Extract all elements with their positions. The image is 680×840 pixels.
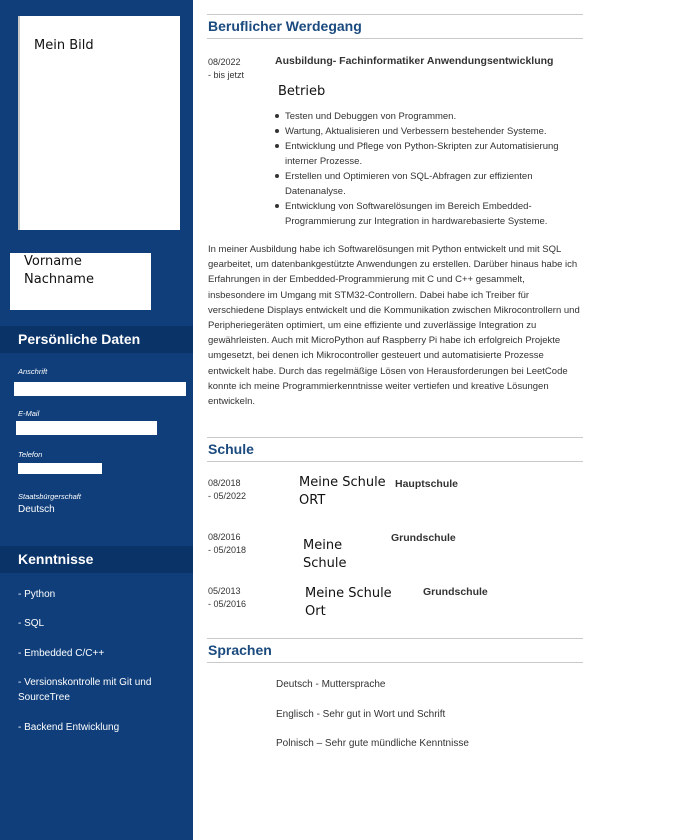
citizenship-label: Staatsbürgerschaft	[18, 492, 81, 501]
career-date	[208, 56, 268, 82]
task-item: Testen und Debuggen von Programmen.	[285, 109, 585, 124]
school-type: Grundschule	[423, 586, 488, 598]
school-name-line: Meine	[303, 538, 343, 553]
school-date-to: - 05/2018	[208, 545, 247, 555]
address-label: Anschrift	[18, 367, 48, 376]
divider	[207, 461, 583, 462]
task-item: Entwicklung und Pflege von Python-Skripten zur Automatisierung interner Prozesse.	[285, 139, 585, 169]
phone-label: Telefon	[18, 450, 43, 459]
school-date	[208, 585, 268, 611]
school-name-line: Schule	[303, 556, 347, 571]
language-item: Polnisch – Sehr gute mündliche Kenntnisse	[276, 738, 469, 749]
first-name: Vorname	[24, 254, 82, 269]
school-date-to: - 05/2016	[208, 599, 247, 609]
task-item: Entwicklung von Softwarelösungen im Bereich Embedded-Programmierung zur Integration in hardwarebasierte Systeme.	[285, 199, 585, 229]
personal-data-heading: Persönliche Daten	[0, 326, 193, 353]
email-label: E-Mail	[18, 409, 40, 418]
divider	[207, 437, 583, 438]
school-name-line: Meine Schule	[305, 586, 392, 601]
email-value-box	[16, 421, 157, 435]
citizenship-value: Deutsch	[18, 504, 55, 515]
name-box	[10, 253, 151, 310]
task-item: Erstellen und Optimieren von SQL-Abfragen zur effizienten Datenanalyse.	[285, 169, 585, 199]
language-item: Deutsch - Muttersprache	[276, 679, 386, 690]
skill-item: - Versionskontrolle mit Git und SourceTree	[18, 677, 152, 703]
school-location: Ort	[305, 604, 326, 619]
career-date-to: - bis jetzt	[208, 70, 245, 80]
school-name	[303, 537, 347, 573]
skills-heading: Kenntnisse	[0, 546, 193, 573]
school-date	[208, 477, 268, 503]
skill-item: - Embedded C/C++	[18, 648, 105, 659]
task-list	[285, 109, 585, 229]
task-item: Wartung, Aktualisieren und Verbessern bestehender Systeme.	[285, 124, 585, 139]
school-date	[208, 531, 268, 557]
career-summary: In meiner Ausbildung habe ich Softwarelösungen mit Python entwickelt und mit SQL gearbeitet, um datenbankgestützte Anwendungen zu erstellen. Darüber hinaus habe ich Erfahrungen in der Embedded-Programmierung mit C und C++ gesammelt, insbesondere im Umgang mit STM32-Controllern. Dabei habe ich Treiber für verschiedene Displays entwickelt und die Kommunikation zwischen Mikrocontrollern und Peripheriegeräten optimiert, um eine effiziente und zuverlässige Integration zu gewährleisten. Auch mit MicroPython auf Raspberry Pi habe ich erfolgreich Projekte umgesetzt, bei denen ich Mikrocontroller gesteuert und automatisierte Prozesse entwickelt habe. Durch das regelmäßige Lösen von Herausforderungen bei LeetCode konnte ich meine Programmierkenntnisse weiter vertiefen und kreative Lösungen entwickeln.	[208, 244, 580, 408]
sidebar	[0, 0, 193, 840]
school-type: Grundschule	[391, 532, 456, 544]
school-heading: Schule	[208, 441, 254, 457]
school-name	[299, 474, 386, 510]
last-name: Nachname	[24, 272, 94, 287]
school-date-to: - 05/2022	[208, 491, 247, 501]
school-date-from: 08/2016	[208, 532, 241, 542]
skill-item: - Python	[18, 589, 56, 600]
school-type: Hauptschule	[395, 478, 459, 490]
language-item: Englisch - Sehr gut in Wort und Schrift	[276, 709, 446, 720]
divider	[207, 38, 583, 39]
skill-item: - Backend Entwicklung	[18, 722, 120, 733]
career-heading: Beruflicher Werdegang	[208, 18, 362, 34]
company-name: Betrieb	[278, 84, 326, 99]
photo-label: Mein Bild	[34, 38, 94, 53]
school-date-from: 05/2013	[208, 586, 241, 596]
phone-value-box	[18, 463, 102, 474]
languages-heading: Sprachen	[208, 642, 272, 658]
job-title: Ausbildung- Fachinformatiker Anwendungsentwicklung	[275, 55, 554, 67]
profile-photo-placeholder	[18, 16, 180, 230]
school-location: ORT	[299, 493, 326, 508]
address-value-box	[14, 382, 186, 396]
school-date-from: 08/2018	[208, 478, 241, 488]
divider	[207, 638, 583, 639]
divider	[207, 662, 583, 663]
school-name-line: Meine Schule	[299, 475, 386, 490]
school-name	[305, 585, 392, 621]
career-date-from: 08/2022	[208, 57, 241, 67]
divider	[207, 14, 583, 15]
skill-item: - SQL	[18, 618, 45, 629]
